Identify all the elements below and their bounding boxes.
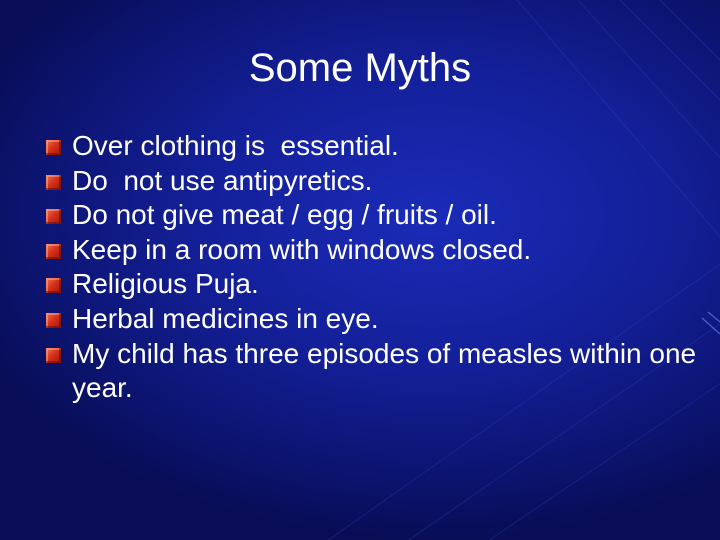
red-square-bullet-icon [46, 209, 61, 224]
bullet-text: Over clothing is essential. [72, 130, 399, 161]
bullet-item [44, 337, 704, 405]
bullet-text: Keep in a room with windows closed. [72, 233, 532, 265]
red-square-bullet-icon [46, 278, 61, 293]
bullet-item [44, 198, 704, 232]
bullet-item [44, 233, 704, 267]
bullet-item [44, 129, 704, 163]
red-square-bullet-icon [46, 313, 61, 328]
red-square-bullet-icon [46, 175, 61, 190]
red-square-bullet-icon [46, 140, 61, 155]
bullet-text: Do not give meat / egg / fruits / oil. [72, 199, 497, 231]
bullet-text: Herbal medicines in eye. [72, 302, 379, 334]
bullet-item [44, 302, 704, 336]
bullet-text: Religious Puja. [72, 268, 259, 300]
bullet-item [44, 164, 704, 198]
myths-bullet-list [44, 129, 704, 405]
red-square-bullet-icon [46, 348, 61, 363]
bullet-text: My child has three episodes of measles within one year. [72, 337, 704, 403]
red-square-bullet-icon [46, 244, 61, 259]
slide-title: Some Myths [248, 46, 472, 90]
bullet-text: Do not use antipyretics. [72, 164, 373, 196]
bullet-item [44, 267, 704, 301]
